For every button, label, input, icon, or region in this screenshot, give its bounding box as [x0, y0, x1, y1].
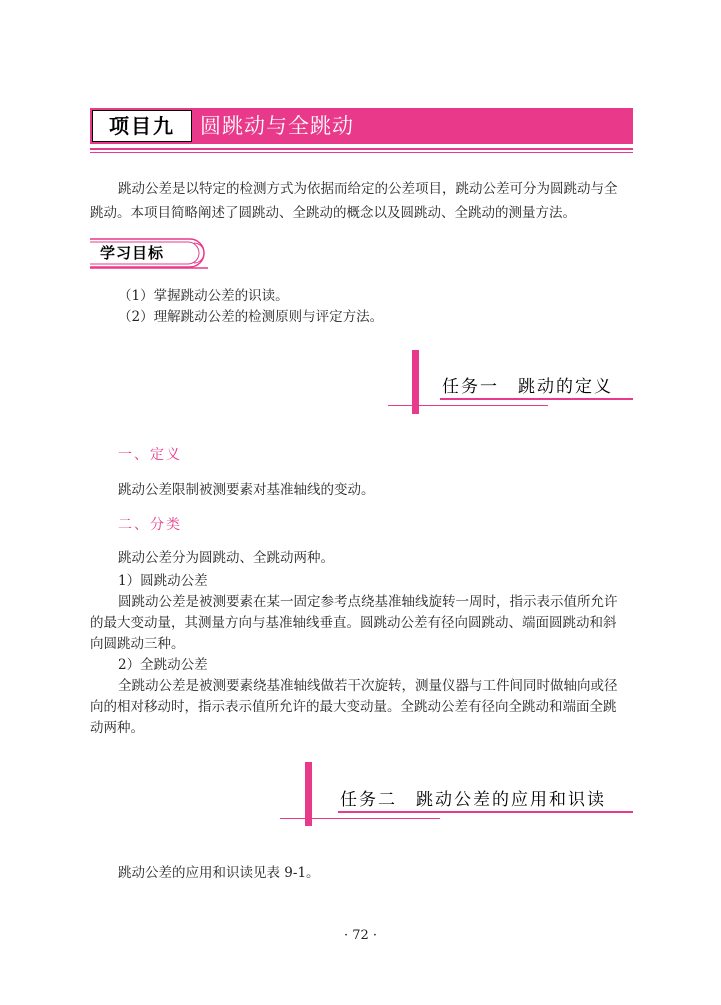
total-runout-line-2: 向的相对移动时，指示表示值所允许的最大变动量。全跳动公差有径向全跳动和端面全跳 [90, 699, 617, 715]
goal-item-1: （1）掌握跳动公差的识读。 [118, 288, 289, 304]
page-number: · 72 · [343, 928, 378, 943]
task2-vertical-bar [305, 762, 312, 826]
task2-title: 任务二 跳动公差的应用和识读 [340, 790, 606, 810]
chapter-underline [90, 148, 633, 150]
definition-text: 跳动公差限制被测要素对基准轴线的变动。 [118, 482, 375, 498]
chapter-number-label: 项目九 [92, 110, 192, 142]
circular-runout-line-3: 向圆跳动三种。 [90, 636, 185, 652]
total-runout-line-1: 全跳动公差是被测要素绕基准轴线做若干次旋转，测量仪器与工件间同时做轴向或径 [118, 678, 618, 694]
task2-underline-thin [280, 818, 440, 819]
definition-heading: 一、定义 [118, 447, 182, 463]
learning-goals-label: 学习目标 [100, 244, 165, 262]
classification-text: 跳动公差分为圆跳动、全跳动两种。 [118, 550, 334, 566]
task2-text: 跳动公差的应用和识读见表 9-1。 [118, 865, 320, 881]
circular-runout-line-2: 的最大变动量，其测量方向与基准轴线垂直。圆跳动公差有径向圆跳动、端面圆跳动和斜 [90, 615, 617, 631]
total-runout-line-3: 动两种。 [90, 720, 144, 736]
classification-heading: 二、分类 [118, 517, 182, 533]
task1-underline [440, 398, 633, 400]
task1-title: 任务一 跳动的定义 [442, 377, 613, 397]
circular-runout-heading: 1）圆跳动公差 [118, 573, 208, 589]
chapter-title: 圆跳动与全跳动 [200, 114, 354, 138]
chapter-underline-thin [90, 152, 633, 153]
task2-underline [338, 811, 633, 813]
goal-item-2: （2）理解跳动公差的检测原则与评定方法。 [118, 309, 384, 325]
circular-runout-line-1: 圆跳动公差是被测要素在某一固定参考点绕基准轴线旋转一周时，指示表示值所允许 [118, 594, 618, 610]
task1-underline-thin [388, 405, 548, 406]
intro-line-1: 跳动公差是以特定的检测方式为依据而给定的公差项目，跳动公差可分为圆跳动与全 [118, 181, 618, 197]
intro-line-2: 跳动。本项目简略阐述了圆跳动、全跳动的概念以及圆跳动、全跳动的测量方法。 [90, 205, 576, 221]
total-runout-heading: 2）全跳动公差 [118, 657, 208, 673]
